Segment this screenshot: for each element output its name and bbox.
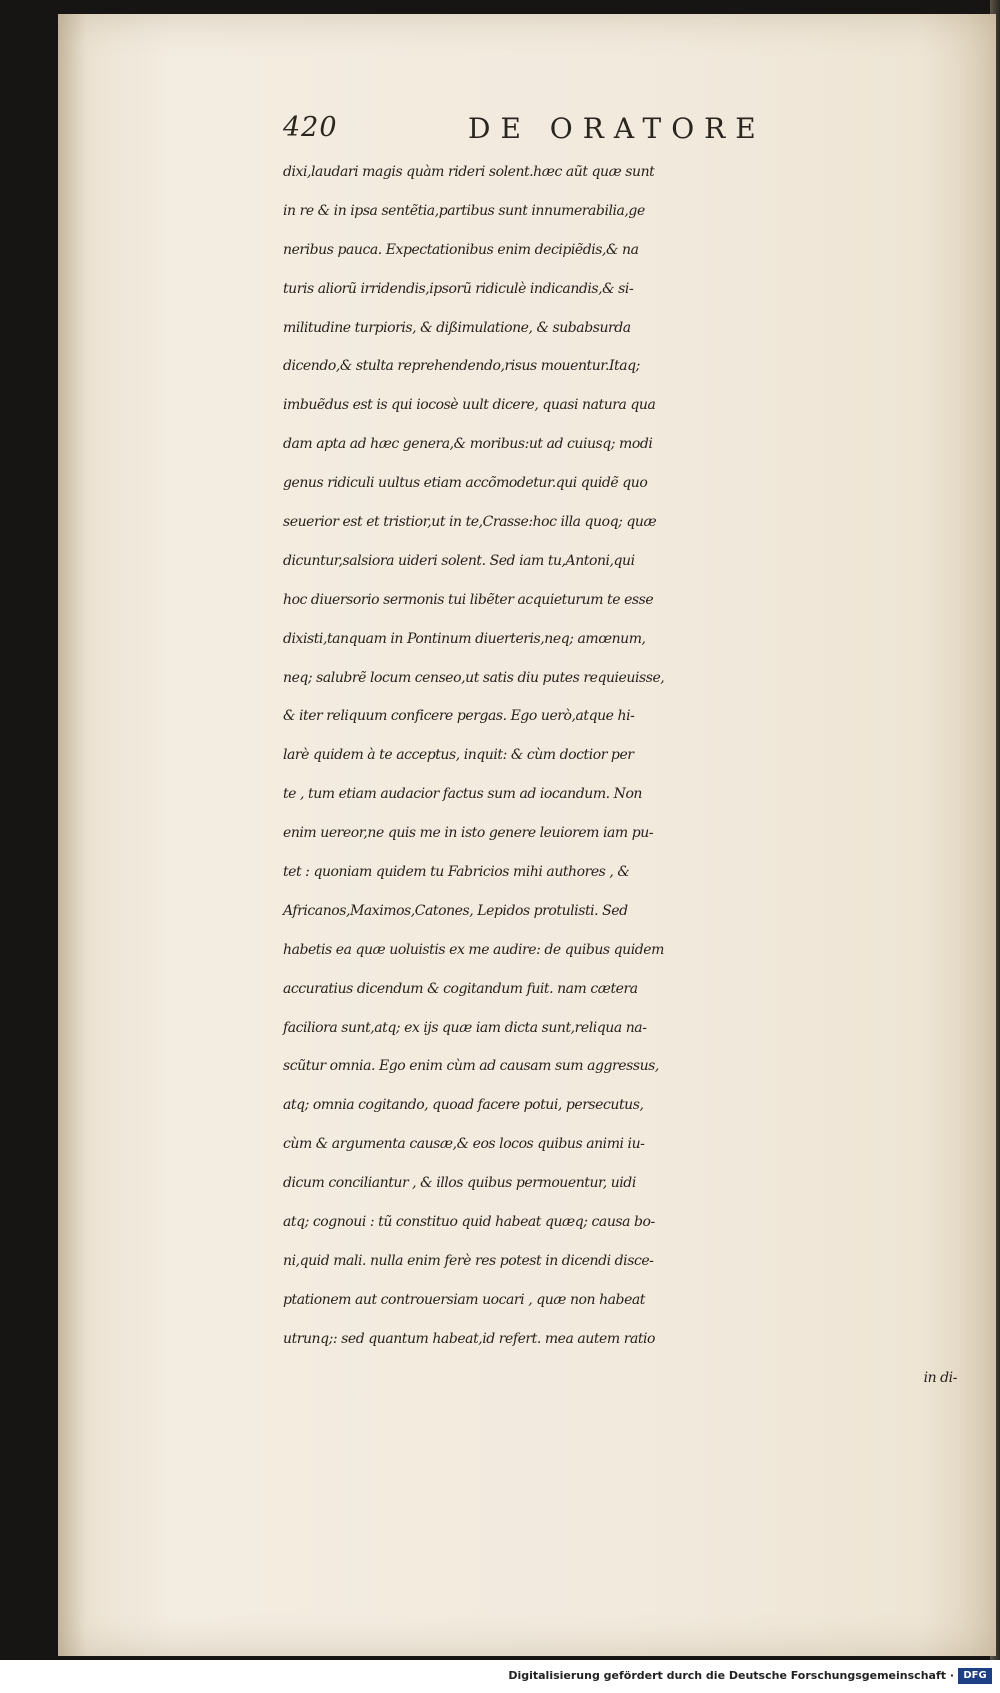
funding-credit: Digitalisierung gefördert durch die Deutsche Forschungsgemeinschaft · [508, 1669, 954, 1682]
text-line: larè quidem à te acceptus, inquit: & cùm doctior per [283, 747, 634, 764]
digitization-footer [0, 1660, 1000, 1693]
text-line: dicendo,& stulta reprehendendo,risus mouentur.Itaq; [283, 358, 640, 375]
text-line: turis aliorũ irridendis,ipsorũ ridiculè indicandis,& si- [283, 280, 634, 297]
text-line: accuratius dicendum & cogitandum fuit. nam cætera [283, 980, 638, 997]
text-line: tet : quoniam quidem tu Fabricios mihi authores , & [283, 864, 630, 881]
text-line: ptationem aut controuersiam uocari , quæ non habeat [283, 1291, 645, 1308]
text-line: dam apta ad hæc genera,& moribus:ut ad cuiusq; modi [283, 436, 653, 453]
text-line: cùm & argumenta causæ,& eos locos quibus animi iu- [283, 1136, 645, 1153]
text-line: atq; omnia cogitando, quoad facere potui, persecutus, [283, 1097, 644, 1114]
text-line: neribus pauca. Expectationibus enim decipiẽdis,& na [283, 241, 639, 258]
text-line: imbuẽdus est is qui iocosè uult dicere, quasi natura qua [283, 397, 656, 414]
text-line: genus ridiculi uultus etiam accõmodetur.qui quidẽ quo [283, 475, 648, 492]
text-line: in re & in ipsa sentẽtia,partibus sunt innumerabilia,ge [283, 202, 645, 219]
text-line: dixi,laudari magis quàm rideri solent.hæc aũt quæ sunt [283, 164, 655, 180]
page-number: 420 [283, 112, 338, 143]
text-line: hoc diuersorio sermonis tui libẽter acquieturum te esse [283, 591, 654, 608]
text-line: faciliora sunt,atq; ex ijs quæ iam dicta sunt,reliqua na- [283, 1019, 647, 1036]
text-line: neq; salubrẽ locum censeo,ut satis diu putes requieuisse, [283, 669, 665, 686]
text-line: dixisti,tanquam in Pontinum diuerteris,neq; amœnum, [283, 630, 646, 647]
page-header [283, 112, 963, 152]
text-line: dicum conciliantur , & illos quibus permouentur, uidi [283, 1175, 636, 1192]
text-line: militudine turpioris, & dißimulatione, & subabsurda [283, 319, 631, 336]
text-line: ni,quid mali. nulla enim ferè res potest in dicendi disce- [283, 1252, 654, 1269]
running-title: DE ORATORE [468, 112, 766, 145]
text-line: seuerior est et tristior,ut in te,Crasse:hoc illa quoq; quæ [283, 514, 657, 531]
text-line: & iter reliquum conficere pergas. Ego uerò,atque hi- [283, 708, 635, 725]
body-text [283, 153, 963, 1398]
text-line: Africanos,Maximos,Catones, Lepidos protulisti. Sed [283, 902, 628, 919]
text-line: dicuntur,salsiora uideri solent. Sed iam tu,Antoni,qui [283, 552, 635, 569]
text-line: atq; cognoui : tũ constituo quid habeat quæq; causa bo- [283, 1214, 655, 1231]
text-line: scũtur omnia. Ego enim cùm ad causam sum aggressus, [283, 1058, 659, 1075]
dfg-logo: DFG [958, 1668, 992, 1684]
text-line: te , tum etiam audacior factus sum ad iocandum. Non [283, 786, 642, 803]
text-line: habetis ea quæ uoluistis ex me audire: de quibus quidem [283, 941, 664, 958]
text-line: enim uereor,ne quis me in isto genere leuiorem iam pu- [283, 825, 654, 842]
catchword: in di- [923, 1369, 957, 1386]
text-line: utrunq;: sed quantum habeat,id refert. mea autem ratio [283, 1330, 656, 1347]
